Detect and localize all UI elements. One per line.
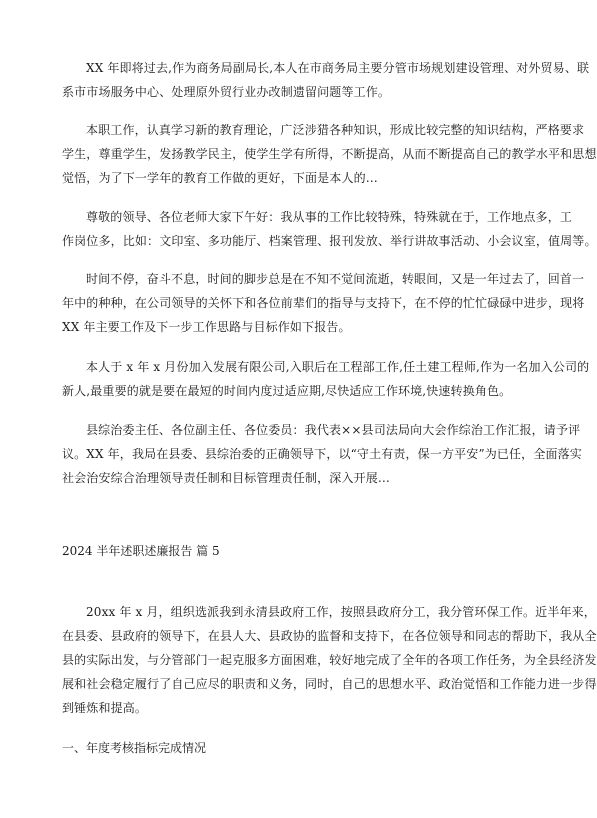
paragraph-line: 新人,最重要的就是要在最短的时间内度过适应期,尽快适应工作环境,快速转换角色。 — [62, 384, 512, 398]
paragraph-line: 年中的种种，在公司领导的关怀下和各位前辈们的指导与支持下，在不停的忙忙碌碌中进步，现将 — [62, 296, 585, 310]
paragraph-line: 系市市场服务中心、处理原外贸行业办改制遗留问题等工作。 — [62, 85, 391, 99]
paragraph-1 — [62, 56, 590, 104]
paragraph-6 — [62, 418, 582, 490]
paragraph-line: 本人于 x 年 x 月份加入发展有限公司,入职后在工程部工作,任土建工程师,作为一名加入公司的 — [86, 360, 590, 374]
section-paragraph-1 — [62, 600, 597, 720]
paragraph-5 — [62, 355, 590, 403]
section-title: 2024 半年述职述廉报告 篇 5 — [62, 544, 220, 558]
paragraph-4 — [62, 267, 585, 339]
paragraph-line: 县的实际出发，与分管部门一起克服多方面困难，较好地完成了全年的各项工作任务，为全县经济发 — [62, 653, 597, 667]
paragraph-line: XX 年主要工作及下一步工作思路与目标作如下报告。 — [62, 320, 351, 334]
paragraph-line: 本职工作，认真学习新的教育理论，广泛涉猎各种知识，形成比较完整的知识结构，严格要求 — [86, 123, 585, 137]
paragraph-line: 议。XX 年，我局在县委、县综治委的正确领导下，以“守土有责，保一方平安”为已任，全面落实 — [62, 447, 582, 461]
paragraph-line: 在县委、县政府的领导下，在县人大、县政协的监督和支持下，在各位领导和同志的帮助下，我从全 — [62, 629, 597, 643]
paragraph-line: 觉悟，为了下一学年的教育工作做的更好，下面是本人的… — [62, 171, 378, 185]
paragraph-line: 展和社会稳定履行了自己应尽的职责和义务，同时，自己的思想水平、政治觉悟和工作能力进一步得 — [62, 677, 597, 691]
paragraph-line: 作岗位多，比如：文印室、多功能厅、档案管理、报刊发放、举行讲故事活动、小会议室，值周等。 — [62, 234, 597, 248]
paragraph-line: 县综治委主任、各位副主任、各位委员：我代表××县司法局向大会作综治工作汇报，请予评 — [86, 423, 581, 437]
paragraph-line: 时间不停，奋斗不息，时间的脚步总是在不知不觉间流逝，转眼间，又是一年过去了，回首一 — [86, 272, 585, 286]
paragraph-line: 学生，尊重学生，发扬教学民主，使学生学有所得，不断提高，从而不断提高自己的教学水平和思想 — [62, 147, 597, 161]
paragraph-2 — [62, 118, 597, 190]
paragraph-3 — [62, 205, 597, 253]
paragraph-line: 社会治安综合治理领导责任制和目标管理责任制，深入开展… — [62, 471, 391, 485]
paragraph-line: 20xx 年 x 月，组织选派我到永清县政府工作，按照县政府分工，我分管环保工作。近半年来， — [86, 605, 596, 619]
paragraph-line: XX 年即将过去,作为商务局副局长,本人在市商务局主要分管市场规划建设管理、对外贸易、联 — [86, 61, 590, 75]
paragraph-line: 到锤炼和提高。 — [62, 701, 148, 715]
subheading: 一、年度考核指标完成情况 — [62, 741, 207, 755]
paragraph-line: 尊敬的领导、各位老师大家下午好：我从事的工作比较特殊，特殊就在于，工作地点多，工 — [86, 210, 573, 224]
